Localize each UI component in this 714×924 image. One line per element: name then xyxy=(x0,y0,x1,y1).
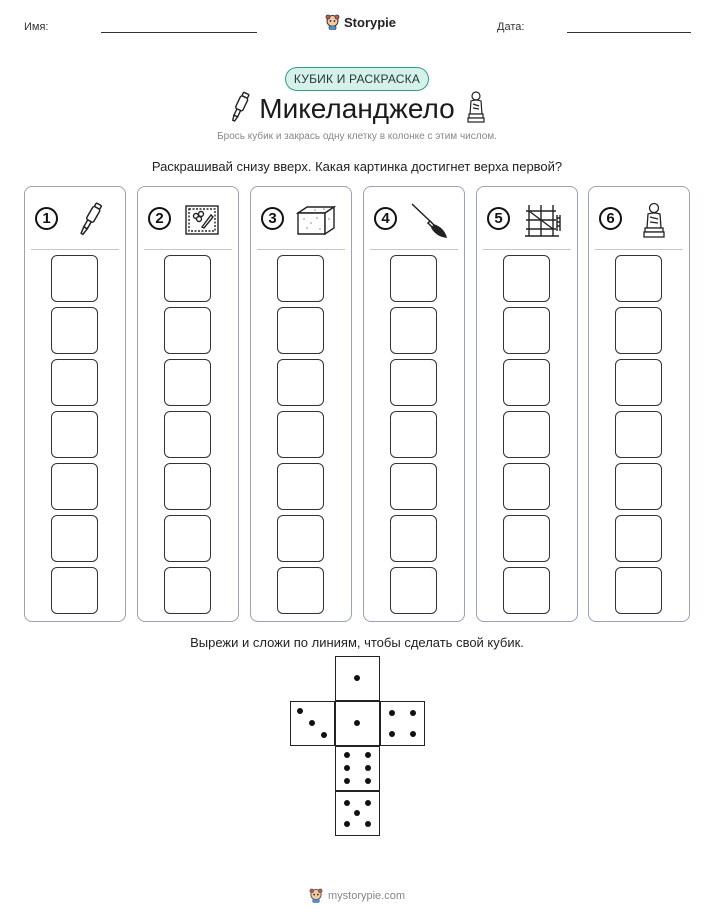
die-pip xyxy=(389,710,395,716)
column-divider xyxy=(31,249,119,250)
color-cell[interactable] xyxy=(615,411,662,458)
column-header xyxy=(477,187,577,249)
footer-url[interactable]: mystorypie.com xyxy=(327,889,406,902)
color-cell[interactable] xyxy=(51,255,98,302)
color-cell[interactable] xyxy=(277,359,324,406)
column-header xyxy=(138,187,238,249)
color-cell[interactable] xyxy=(51,411,98,458)
color-cell[interactable] xyxy=(390,255,437,302)
column-number: 5 xyxy=(487,207,510,230)
color-cell[interactable] xyxy=(615,515,662,562)
column-number: 3 xyxy=(261,207,284,230)
color-cell[interactable] xyxy=(503,463,550,510)
color-cell[interactable] xyxy=(277,255,324,302)
die-pip xyxy=(297,708,303,714)
column-number: 2 xyxy=(148,207,171,230)
column-header xyxy=(25,187,125,249)
column-number: 1 xyxy=(35,207,58,230)
color-cell[interactable] xyxy=(164,359,211,406)
activity-badge: КУБИК И РАСКРАСКА xyxy=(285,67,429,91)
color-cell[interactable] xyxy=(390,359,437,406)
color-cell[interactable] xyxy=(390,567,437,614)
brand-logo xyxy=(325,14,396,30)
statue-icon xyxy=(633,201,675,239)
storypie-mascot-icon xyxy=(309,888,323,903)
die-net[interactable] xyxy=(290,656,425,836)
column-4 xyxy=(363,186,465,622)
color-cell[interactable] xyxy=(390,307,437,354)
page-title: Микеланджело xyxy=(259,93,455,124)
column-3 xyxy=(250,186,352,622)
die-pip xyxy=(344,821,350,827)
cut-instruction: Вырежи и сложи по линиям, чтобы сделать свой кубик. xyxy=(190,635,524,650)
column-1 xyxy=(24,186,126,622)
name-label: Имя: xyxy=(24,21,49,33)
die-pip xyxy=(354,675,360,681)
brand-name: Storypie xyxy=(344,14,397,30)
column-6 xyxy=(588,186,690,622)
color-cell[interactable] xyxy=(503,359,550,406)
marble-block-icon xyxy=(295,201,337,239)
color-cell[interactable] xyxy=(277,515,324,562)
die-pip xyxy=(410,731,416,737)
color-cell[interactable] xyxy=(503,307,550,354)
color-cell[interactable] xyxy=(277,411,324,458)
die-pip xyxy=(410,710,416,716)
color-cell[interactable] xyxy=(390,463,437,510)
die-face-6 xyxy=(335,746,380,791)
die-face-4 xyxy=(380,701,425,746)
color-cell[interactable] xyxy=(503,255,550,302)
die-pip xyxy=(309,720,315,726)
color-cell[interactable] xyxy=(51,463,98,510)
color-cell[interactable] xyxy=(503,515,550,562)
die-pip xyxy=(365,778,371,784)
column-number: 6 xyxy=(599,207,622,230)
name-line[interactable] xyxy=(101,32,257,33)
chisel-icon xyxy=(69,201,111,239)
color-cell[interactable] xyxy=(164,567,211,614)
date-label: Дата: xyxy=(497,21,525,33)
color-cell[interactable] xyxy=(615,255,662,302)
color-cell[interactable] xyxy=(615,307,662,354)
color-cell[interactable] xyxy=(164,307,211,354)
die-pip xyxy=(354,720,360,726)
color-cell[interactable] xyxy=(164,515,211,562)
column-5 xyxy=(476,186,578,622)
die-pip xyxy=(344,765,350,771)
column-divider xyxy=(483,249,571,250)
footer xyxy=(0,888,714,903)
die-pip xyxy=(365,821,371,827)
color-cell[interactable] xyxy=(615,567,662,614)
color-cell[interactable] xyxy=(51,515,98,562)
die-pip xyxy=(354,810,360,816)
column-divider xyxy=(595,249,683,250)
color-cell[interactable] xyxy=(164,463,211,510)
color-cell[interactable] xyxy=(503,567,550,614)
die-pip xyxy=(365,800,371,806)
die-pip xyxy=(344,752,350,758)
color-cell[interactable] xyxy=(277,307,324,354)
color-cell[interactable] xyxy=(390,411,437,458)
column-divider xyxy=(144,249,232,250)
color-cell[interactable] xyxy=(51,307,98,354)
column-number: 4 xyxy=(374,207,397,230)
die-pip xyxy=(389,731,395,737)
color-cell[interactable] xyxy=(503,411,550,458)
color-cell[interactable] xyxy=(164,411,211,458)
scaffold-icon xyxy=(521,201,563,239)
column-divider xyxy=(370,249,458,250)
instruction: Раскрашивай снизу вверх. Какая картинка достигнет верха первой? xyxy=(151,159,563,174)
die-face-3 xyxy=(290,701,335,746)
color-cell[interactable] xyxy=(615,463,662,510)
statue-icon xyxy=(465,90,487,124)
die-pip xyxy=(344,778,350,784)
color-cell[interactable] xyxy=(390,515,437,562)
column-header xyxy=(589,187,689,249)
column-2 xyxy=(137,186,239,622)
date-line[interactable] xyxy=(567,32,691,33)
die-pip xyxy=(321,732,327,738)
column-header xyxy=(251,187,351,249)
color-cell[interactable] xyxy=(51,567,98,614)
color-cell[interactable] xyxy=(615,359,662,406)
die-face-5 xyxy=(335,791,380,836)
die-face-1 xyxy=(335,656,380,701)
color-cell[interactable] xyxy=(277,463,324,510)
color-cell[interactable] xyxy=(164,255,211,302)
fresco-painting-icon xyxy=(182,201,224,239)
paintbrush-icon xyxy=(408,201,450,239)
die-pip xyxy=(365,765,371,771)
storypie-mascot-icon xyxy=(325,14,340,30)
column-divider xyxy=(257,249,345,250)
color-cell[interactable] xyxy=(51,359,98,406)
subtitle: Брось кубик и закрась одну клетку в колонке с этим числом. xyxy=(217,131,497,142)
die-face-1 xyxy=(335,701,380,746)
die-pip xyxy=(365,752,371,758)
die-pip xyxy=(344,800,350,806)
column-header xyxy=(364,187,464,249)
color-cell[interactable] xyxy=(277,567,324,614)
